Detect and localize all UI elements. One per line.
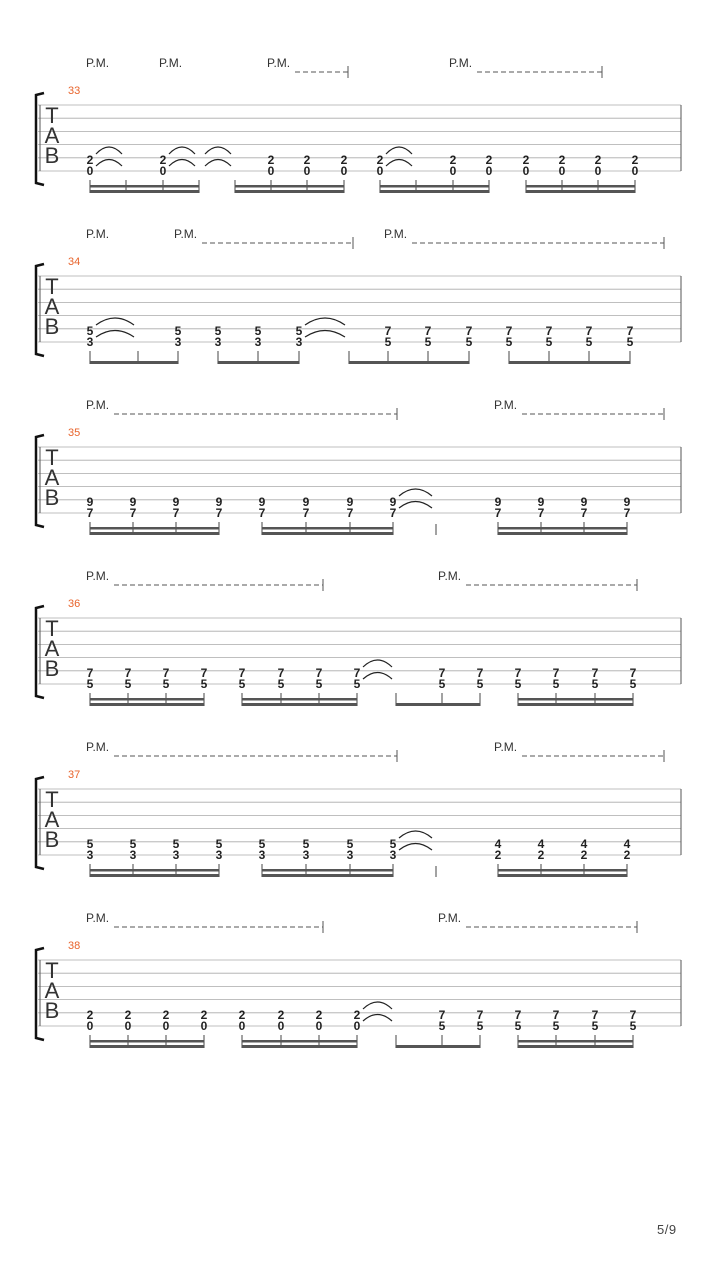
- fret-number: 2: [200, 1008, 208, 1022]
- fret-number: 0: [159, 164, 167, 178]
- tie-arc: [169, 147, 195, 154]
- beam: [262, 532, 393, 535]
- tie-arc: [399, 502, 432, 509]
- beam-secondary: [90, 1040, 204, 1043]
- beam: [90, 190, 199, 193]
- fret-number: 2: [353, 1008, 361, 1022]
- fret-number: 0: [200, 1019, 208, 1033]
- beam-secondary: [518, 698, 633, 701]
- fret-number: 5: [476, 1019, 484, 1033]
- fret-number: 2: [277, 1008, 285, 1022]
- fret-number: 5: [214, 324, 222, 338]
- fret-number: 0: [315, 1019, 323, 1033]
- tie-arc: [399, 844, 432, 851]
- fret-number: 0: [303, 164, 311, 178]
- beam: [235, 190, 344, 193]
- beam: [498, 874, 627, 877]
- beam-secondary: [498, 869, 627, 872]
- tie-arc: [363, 1002, 392, 1009]
- tie-arc: [399, 489, 432, 496]
- fret-number: 7: [438, 666, 446, 680]
- page-number: 5/9: [657, 1222, 677, 1237]
- tie-arc: [96, 147, 122, 154]
- tab-system-35: [36, 398, 681, 535]
- fret-number: 5: [384, 335, 392, 349]
- fret-number: 4: [580, 837, 588, 851]
- tab-clef-letter: A: [44, 636, 60, 661]
- fret-number: 7: [172, 506, 180, 520]
- beam-secondary: [90, 869, 219, 872]
- beam: [396, 1045, 480, 1048]
- fret-number: 3: [214, 335, 222, 349]
- beam: [242, 1045, 357, 1048]
- fret-number: 5: [346, 837, 354, 851]
- fret-number: 7: [389, 506, 397, 520]
- beam-secondary: [526, 185, 635, 188]
- fret-number: 5: [172, 837, 180, 851]
- fret-number: 7: [494, 506, 502, 520]
- beam-secondary: [90, 698, 204, 701]
- fret-number: 2: [124, 1008, 132, 1022]
- fret-number: 3: [174, 335, 182, 349]
- tab-clef-letter: B: [44, 143, 60, 168]
- beam-secondary: [262, 527, 393, 530]
- tab-clef-letter: A: [44, 465, 60, 490]
- fret-number: 5: [258, 837, 266, 851]
- fret-number: 9: [172, 495, 180, 509]
- fret-number: 0: [558, 164, 566, 178]
- fret-number: 2: [580, 848, 588, 862]
- fret-number: 2: [594, 153, 602, 167]
- measure-number: 34: [68, 256, 81, 268]
- tie-arc: [386, 147, 412, 154]
- tie-arc: [399, 831, 432, 838]
- fret-number: 3: [389, 848, 397, 862]
- fret-number: 5: [302, 837, 310, 851]
- fret-number: 3: [258, 848, 266, 862]
- beam: [90, 874, 219, 877]
- fret-number: 5: [514, 1019, 522, 1033]
- fret-number: 7: [315, 666, 323, 680]
- palm-mute-label: P.M.: [86, 911, 110, 925]
- measure-number: 35: [68, 427, 81, 439]
- fret-number: 5: [585, 335, 593, 349]
- fret-number: 2: [159, 153, 167, 167]
- fret-number: 3: [302, 848, 310, 862]
- tie-arc: [205, 147, 231, 154]
- fret-number: 0: [594, 164, 602, 178]
- palm-mute-label: P.M.: [86, 569, 110, 583]
- tab-clef-letter: T: [45, 958, 59, 983]
- fret-number: 5: [86, 837, 94, 851]
- fret-number: 5: [552, 1019, 560, 1033]
- fret-number: 5: [476, 677, 484, 691]
- beam: [242, 703, 357, 706]
- tab-clef-letter: B: [44, 485, 60, 510]
- measure-number: 33: [68, 85, 81, 97]
- fret-number: 0: [485, 164, 493, 178]
- fret-number: 0: [86, 164, 94, 178]
- fret-number: 4: [537, 837, 545, 851]
- fret-number: 2: [162, 1008, 170, 1022]
- fret-number: 7: [623, 506, 631, 520]
- palm-mute-label: P.M.: [86, 398, 110, 412]
- fret-number: 5: [514, 677, 522, 691]
- fret-number: 5: [174, 324, 182, 338]
- fret-number: 7: [629, 666, 637, 680]
- beam: [90, 532, 219, 535]
- fret-number: 7: [591, 1008, 599, 1022]
- fret-number: 0: [86, 1019, 94, 1033]
- palm-mute-label: P.M.: [174, 227, 198, 241]
- fret-number: 2: [267, 153, 275, 167]
- fret-number: 5: [629, 1019, 637, 1033]
- tab-clef-letter: T: [45, 103, 59, 128]
- fret-number: 5: [162, 677, 170, 691]
- fret-number: 7: [129, 506, 137, 520]
- fret-number: 2: [449, 153, 457, 167]
- fret-number: 7: [629, 1008, 637, 1022]
- fret-number: 5: [277, 677, 285, 691]
- fret-number: 9: [494, 495, 502, 509]
- fret-number: 2: [303, 153, 311, 167]
- fret-number: 0: [340, 164, 348, 178]
- tab-system-33: [36, 56, 681, 193]
- fret-number: 7: [505, 324, 513, 338]
- fret-number: 7: [545, 324, 553, 338]
- fret-number: 2: [623, 848, 631, 862]
- fret-number: 2: [238, 1008, 246, 1022]
- beam: [526, 190, 635, 193]
- tie-arc: [96, 160, 122, 167]
- fret-number: 2: [86, 1008, 94, 1022]
- fret-number: 5: [465, 335, 473, 349]
- beam: [262, 874, 393, 877]
- fret-number: 4: [494, 837, 502, 851]
- tie-arc: [96, 331, 134, 338]
- tab-clef-letter: T: [45, 616, 59, 641]
- fret-number: 9: [537, 495, 545, 509]
- fret-number: 2: [315, 1008, 323, 1022]
- fret-number: 0: [162, 1019, 170, 1033]
- tab-clef-letter: B: [44, 998, 60, 1023]
- fret-number: 7: [591, 666, 599, 680]
- fret-number: 5: [200, 677, 208, 691]
- tie-arc: [386, 160, 412, 167]
- fret-number: 5: [591, 677, 599, 691]
- beam: [498, 532, 627, 535]
- fret-number: 2: [537, 848, 545, 862]
- fret-number: 2: [631, 153, 639, 167]
- fret-number: 9: [623, 495, 631, 509]
- fret-number: 0: [449, 164, 457, 178]
- fret-number: 2: [86, 153, 94, 167]
- fret-number: 0: [124, 1019, 132, 1033]
- fret-number: 9: [258, 495, 266, 509]
- fret-number: 9: [215, 495, 223, 509]
- fret-number: 5: [438, 1019, 446, 1033]
- fret-number: 5: [129, 837, 137, 851]
- fret-number: 0: [631, 164, 639, 178]
- beam: [218, 361, 299, 364]
- tab-clef-letter: B: [44, 656, 60, 681]
- fret-number: 2: [494, 848, 502, 862]
- fret-number: 3: [346, 848, 354, 862]
- fret-number: 5: [629, 677, 637, 691]
- fret-number: 2: [485, 153, 493, 167]
- fret-number: 7: [514, 666, 522, 680]
- fret-number: 7: [580, 506, 588, 520]
- fret-number: 9: [302, 495, 310, 509]
- fret-number: 7: [384, 324, 392, 338]
- fret-number: 7: [302, 506, 310, 520]
- fret-number: 7: [552, 666, 560, 680]
- fret-number: 3: [86, 848, 94, 862]
- tab-clef-letter: T: [45, 445, 59, 470]
- tab-system-34: [36, 227, 681, 364]
- fret-number: 5: [295, 324, 303, 338]
- palm-mute-label: P.M.: [86, 227, 110, 241]
- beam-secondary: [242, 1040, 357, 1043]
- fret-number: 9: [86, 495, 94, 509]
- fret-number: 9: [346, 495, 354, 509]
- beam: [90, 703, 204, 706]
- fret-number: 3: [254, 335, 262, 349]
- beam-secondary: [242, 698, 357, 701]
- fret-number: 4: [623, 837, 631, 851]
- fret-number: 0: [353, 1019, 361, 1033]
- beam: [349, 361, 469, 364]
- tab-clef-letter: A: [44, 294, 60, 319]
- fret-number: 0: [376, 164, 384, 178]
- beam-secondary: [235, 185, 344, 188]
- fret-number: 7: [514, 1008, 522, 1022]
- fret-number: 7: [353, 666, 361, 680]
- fret-number: 7: [124, 666, 132, 680]
- beam-secondary: [518, 1040, 633, 1043]
- fret-number: 5: [353, 677, 361, 691]
- palm-mute-label: P.M.: [86, 740, 110, 754]
- fret-number: 5: [438, 677, 446, 691]
- fret-number: 5: [626, 335, 634, 349]
- fret-number: 5: [124, 677, 132, 691]
- fret-number: 5: [86, 324, 94, 338]
- fret-number: 7: [552, 1008, 560, 1022]
- fret-number: 0: [238, 1019, 246, 1033]
- fret-number: 9: [580, 495, 588, 509]
- beam-secondary: [90, 185, 199, 188]
- tab-clef-letter: A: [44, 807, 60, 832]
- fret-number: 7: [585, 324, 593, 338]
- fret-number: 9: [389, 495, 397, 509]
- fret-number: 3: [215, 848, 223, 862]
- tab-system-36: [36, 569, 681, 706]
- tie-arc: [169, 160, 195, 167]
- fret-number: 2: [340, 153, 348, 167]
- fret-number: 7: [200, 666, 208, 680]
- tab-system-38: [36, 911, 681, 1048]
- tab-clef-letter: A: [44, 123, 60, 148]
- fret-number: 2: [522, 153, 530, 167]
- tie-arc: [305, 318, 345, 325]
- fret-number: 5: [315, 677, 323, 691]
- fret-number: 5: [215, 837, 223, 851]
- fret-number: 0: [522, 164, 530, 178]
- tab-clef-letter: T: [45, 787, 59, 812]
- fret-number: 7: [258, 506, 266, 520]
- fret-number: 7: [277, 666, 285, 680]
- palm-mute-label: P.M.: [384, 227, 408, 241]
- beam: [509, 361, 630, 364]
- tab-clef-letter: T: [45, 274, 59, 299]
- fret-number: 5: [545, 335, 553, 349]
- fret-number: 7: [465, 324, 473, 338]
- tie-arc: [205, 160, 231, 167]
- beam-secondary: [262, 869, 393, 872]
- tie-arc: [305, 331, 345, 338]
- tab-clef-letter: B: [44, 827, 60, 852]
- beam-secondary: [90, 527, 219, 530]
- fret-number: 7: [86, 506, 94, 520]
- beam: [396, 703, 480, 706]
- beam-secondary: [498, 527, 627, 530]
- fret-number: 5: [505, 335, 513, 349]
- fret-number: 5: [254, 324, 262, 338]
- tab-clef-letter: B: [44, 314, 60, 339]
- tie-arc: [363, 673, 392, 680]
- fret-number: 7: [476, 666, 484, 680]
- beam: [518, 703, 633, 706]
- fret-number: 5: [424, 335, 432, 349]
- tie-arc: [96, 318, 134, 325]
- fret-number: 3: [86, 335, 94, 349]
- palm-mute-label: P.M.: [267, 56, 291, 70]
- beam: [518, 1045, 633, 1048]
- fret-number: 7: [86, 666, 94, 680]
- fret-number: 5: [552, 677, 560, 691]
- measure-number: 36: [68, 598, 81, 610]
- fret-number: 0: [267, 164, 275, 178]
- fret-number: 7: [238, 666, 246, 680]
- fret-number: 5: [591, 1019, 599, 1033]
- palm-mute-label: P.M.: [494, 398, 518, 412]
- fret-number: 3: [172, 848, 180, 862]
- fret-number: 2: [376, 153, 384, 167]
- tab-clef-letter: A: [44, 978, 60, 1003]
- fret-number: 7: [162, 666, 170, 680]
- measure-number: 38: [68, 940, 81, 952]
- palm-mute-label: P.M.: [494, 740, 518, 754]
- fret-number: 5: [86, 677, 94, 691]
- measure-number: 37: [68, 769, 81, 781]
- palm-mute-label: P.M.: [449, 56, 473, 70]
- fret-number: 2: [558, 153, 566, 167]
- fret-number: 7: [424, 324, 432, 338]
- beam-secondary: [380, 185, 489, 188]
- fret-number: 7: [537, 506, 545, 520]
- tab-system-37: [36, 740, 681, 877]
- beam: [380, 190, 489, 193]
- palm-mute-label: P.M.: [438, 569, 462, 583]
- palm-mute-label: P.M.: [159, 56, 183, 70]
- palm-mute-label: P.M.: [438, 911, 462, 925]
- fret-number: 0: [277, 1019, 285, 1033]
- palm-mute-label: P.M.: [86, 56, 110, 70]
- fret-number: 7: [476, 1008, 484, 1022]
- tie-arc: [363, 1015, 392, 1022]
- beam: [90, 1045, 204, 1048]
- fret-number: 5: [389, 837, 397, 851]
- fret-number: 3: [295, 335, 303, 349]
- tie-arc: [363, 660, 392, 667]
- fret-number: 7: [438, 1008, 446, 1022]
- fret-number: 7: [346, 506, 354, 520]
- fret-number: 3: [129, 848, 137, 862]
- fret-number: 7: [626, 324, 634, 338]
- beam: [90, 361, 178, 364]
- fret-number: 7: [215, 506, 223, 520]
- fret-number: 5: [238, 677, 246, 691]
- fret-number: 9: [129, 495, 137, 509]
